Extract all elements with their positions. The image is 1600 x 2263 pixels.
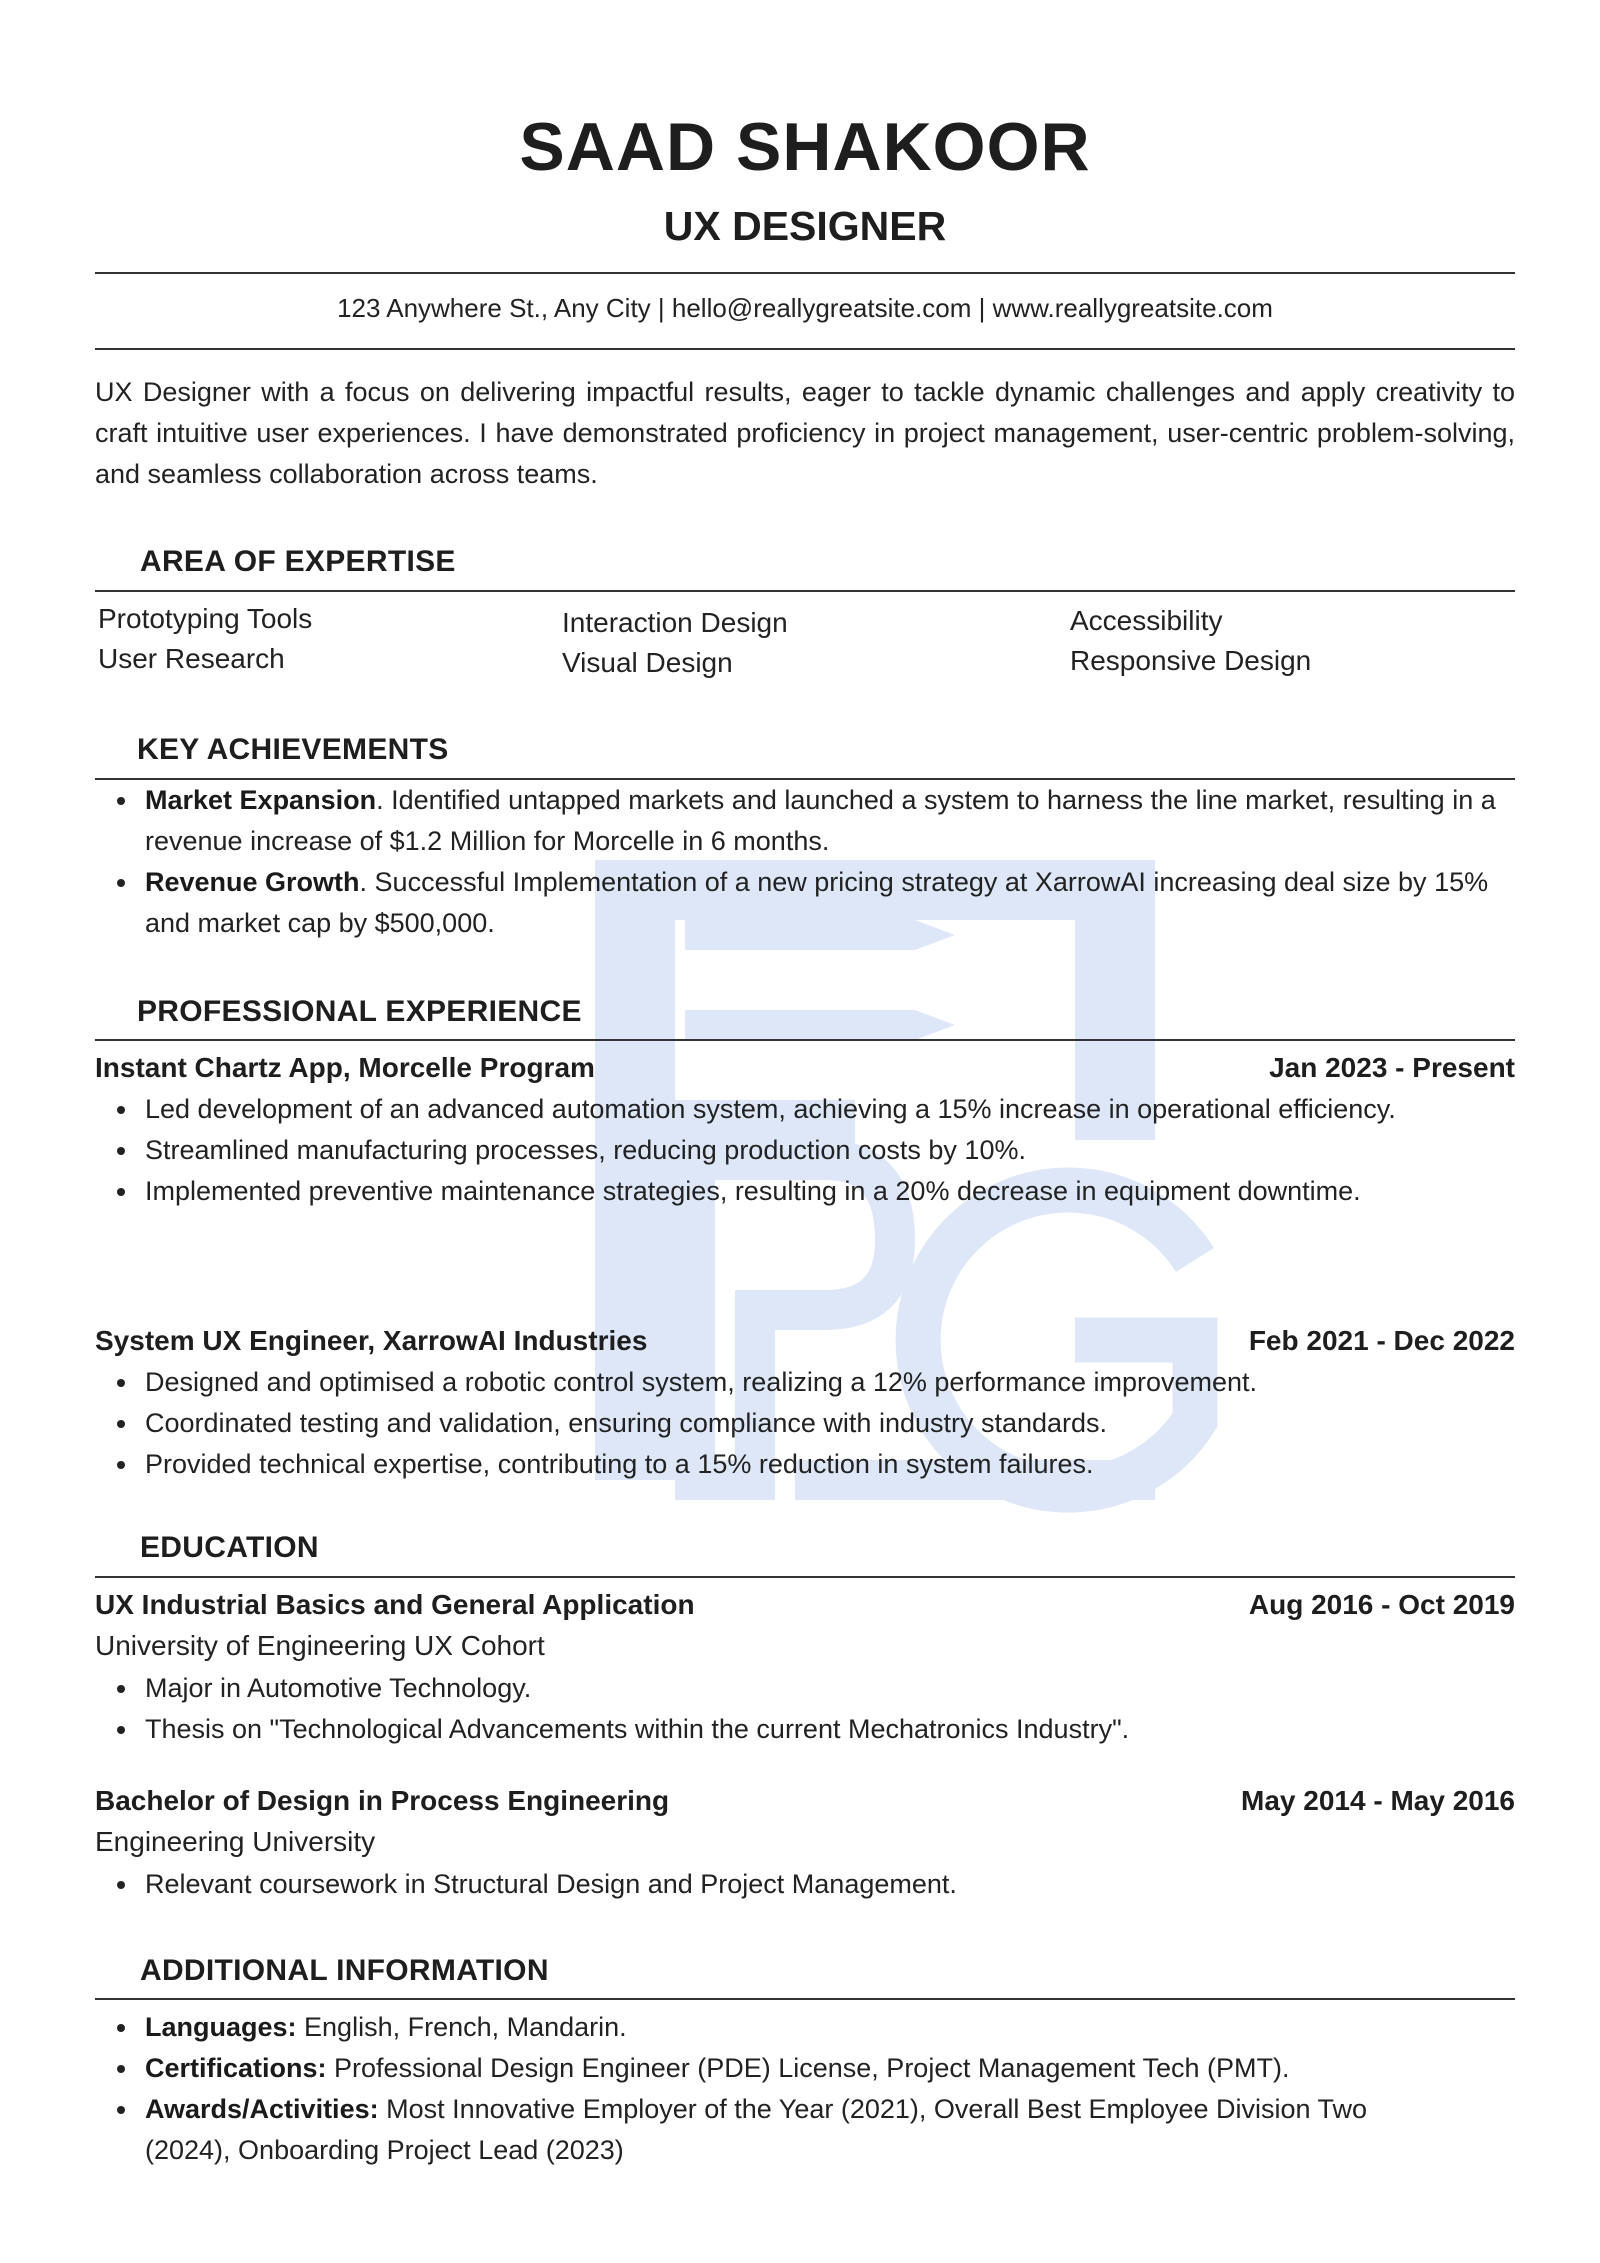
- job-bullets: [95, 1089, 1425, 1212]
- education-bullets: [95, 1668, 1515, 1750]
- header-bottom-rule: [95, 348, 1515, 350]
- achievements-list: [95, 780, 1515, 944]
- additional-label: Languages:: [145, 2012, 297, 2042]
- expertise-item: User Research: [98, 643, 285, 674]
- education-rule: [95, 1576, 1515, 1578]
- expertise-grid: [98, 600, 1518, 690]
- education-bullet: Relevant coursework in Structural Design and Project Management.: [95, 1864, 1515, 1905]
- additional-list: [95, 2007, 1425, 2171]
- section-title-achievements: KEY ACHIEVEMENTS: [137, 733, 449, 766]
- additional-label: Awards/Activities:: [145, 2094, 379, 2124]
- job-dates: Feb 2021 - Dec 2022: [1248, 1325, 1515, 1356]
- additional-label: Certifications:: [145, 2053, 327, 2083]
- job-dates: Jan 2023 - Present: [1269, 1052, 1515, 1083]
- summary-paragraph: UX Designer with a focus on delivering impactful results, eager to tackle dynamic challenges and apply creativity to craft intuitive user experiences. I have demonstrated proficiency in project management, user-centric problem-solving, and seamless collaboration across teams.: [95, 377, 1515, 489]
- job-bullet: Streamlined manufacturing processes, reducing production costs by 10%.: [95, 1130, 1425, 1171]
- job-role: System UX Engineer, XarrowAI Industries: [95, 1325, 648, 1356]
- additional-item: [95, 2048, 1425, 2089]
- job-bullet: Implemented preventive maintenance strategies, resulting in a 20% decrease in equipment downtime.: [95, 1171, 1425, 1212]
- achievement-item: [95, 862, 1515, 944]
- section-title-education: EDUCATION: [140, 1531, 319, 1564]
- job-bullets: [95, 1362, 1515, 1485]
- additional-text: Professional Design Engineer (PDE) License, Project Management Tech (PMT).: [326, 2053, 1290, 2083]
- education-bullets: [95, 1864, 1515, 1905]
- education-school: Engineering University: [95, 1826, 376, 1857]
- section-title-expertise: AREA OF EXPERTISE: [140, 545, 456, 578]
- education-header: [95, 1785, 1515, 1825]
- job-bullet: Led development of an advanced automation system, achieving a 15% increase in operational efficiency.: [95, 1089, 1425, 1130]
- job-bullet: Designed and optimised a robotic control system, realizing a 12% performance improvement.: [95, 1362, 1515, 1403]
- education-degree: UX Industrial Basics and General Application: [95, 1589, 695, 1620]
- expertise-item: Responsive Design: [1070, 645, 1312, 676]
- resume-page: [95, 0, 1515, 2263]
- additional-text: Most Innovative Employer of the Year (2021), Overall Best Employee Division Two (2024), Onboarding Project Lead (2023): [145, 2094, 1368, 2165]
- header-top-rule: [95, 272, 1515, 274]
- expertise-item: Interaction Design: [562, 607, 788, 638]
- additional-item: [95, 2089, 1425, 2171]
- achievement-text: . Identified untapped markets and launched a system to harness the line market, resulting in a revenue increase of $1.2 Million for Morcelle in 6 months.: [145, 785, 1496, 856]
- education-bullet: Major in Automotive Technology.: [95, 1668, 1515, 1709]
- expertise-rule: [95, 590, 1515, 592]
- achievement-label: Revenue Growth: [145, 867, 360, 897]
- job-bullet: Coordinated testing and validation, ensuring compliance with industry standards.: [95, 1403, 1515, 1444]
- job-header: [95, 1052, 1515, 1092]
- expertise-item: Accessibility: [1070, 605, 1223, 636]
- additional-text: English, French, Mandarin.: [296, 2012, 627, 2042]
- education-header: [95, 1589, 1515, 1629]
- education-degree: Bachelor of Design in Process Engineering: [95, 1785, 670, 1816]
- education-dates: Aug 2016 - Oct 2019: [1248, 1589, 1515, 1620]
- education-bullet: Thesis on "Technological Advancements within the current Mechatronics Industry".: [95, 1709, 1515, 1750]
- additional-rule: [95, 1998, 1515, 2000]
- job-bullet: Provided technical expertise, contributing to a 15% reduction in system failures.: [95, 1444, 1515, 1485]
- additional-item: [95, 2007, 1425, 2048]
- expertise-item: Prototyping Tools: [98, 603, 313, 634]
- candidate-role: UX DESIGNER: [663, 203, 947, 249]
- education-dates: May 2014 - May 2016: [1241, 1785, 1515, 1816]
- achievement-text: . Successful Implementation of a new pricing strategy at XarrowAI increasing deal size by 15% and market cap by $500,000.: [145, 867, 1489, 938]
- contact-line: 123 Anywhere St., Any City | hello@reallygreatsite.com | www.reallygreatsite.com: [337, 293, 1273, 323]
- experience-rule: [95, 1039, 1515, 1041]
- education-school: University of Engineering UX Cohort: [95, 1630, 545, 1661]
- job-header: [95, 1325, 1515, 1365]
- job-role: Instant Chartz App, Morcelle Program: [95, 1052, 595, 1083]
- section-title-experience: PROFESSIONAL EXPERIENCE: [137, 995, 582, 1028]
- achievement-item: [95, 780, 1515, 862]
- candidate-name: SAAD SHAKOOR: [519, 109, 1091, 185]
- section-title-additional: ADDITIONAL INFORMATION: [140, 1954, 549, 1987]
- expertise-item: Visual Design: [562, 647, 733, 678]
- achievement-label: Market Expansion: [145, 785, 377, 815]
